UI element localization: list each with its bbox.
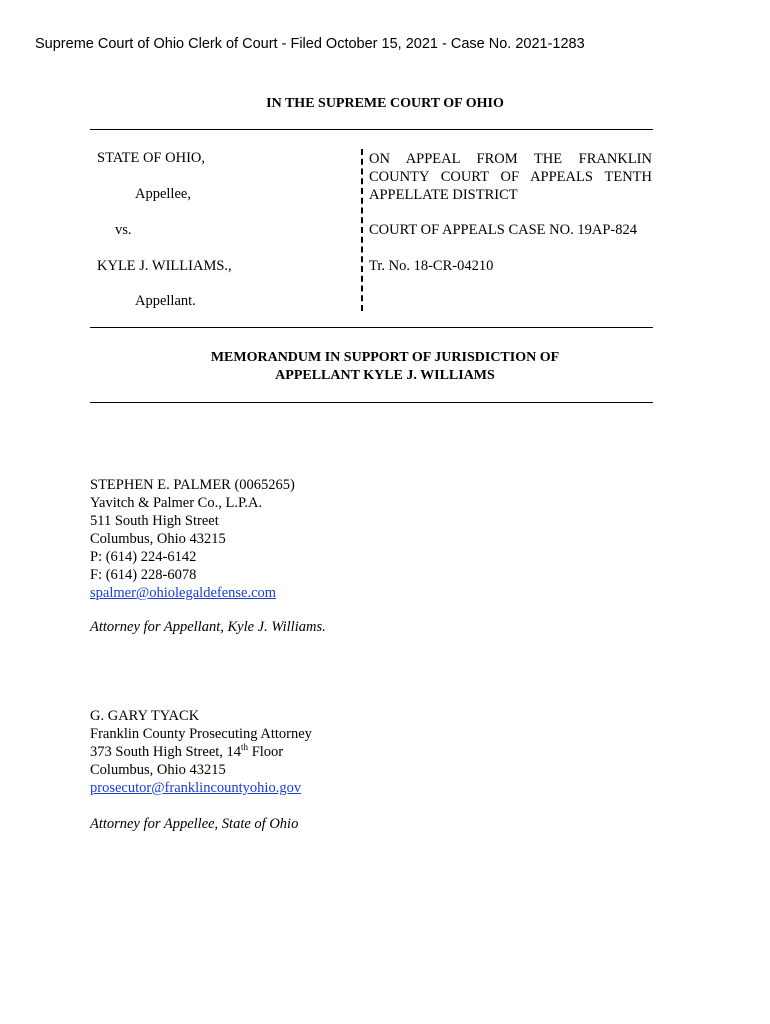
memorandum-title-line2: APPELLANT KYLE J. WILLIAMS — [275, 368, 495, 383]
defendant-role: Appellant. — [135, 293, 196, 309]
appellee-street-main: 373 South High Street, 14 — [90, 744, 242, 760]
appellee-counsel-role: Attorney for Appellee, State of Ohio — [90, 816, 299, 832]
appellant-counsel-phone: P: (614) 224-6142 — [90, 549, 197, 565]
plaintiff-role: Appellee, — [135, 186, 191, 202]
appellant-counsel-street: 511 South High Street — [90, 513, 219, 529]
appellant-counsel-role: Attorney for Appellant, Kyle J. Williams. — [90, 619, 326, 635]
appellant-counsel-fax: F: (614) 228-6078 — [90, 567, 197, 583]
appellant-counsel-email-link[interactable]: spalmer@ohiolegaldefense.com — [90, 585, 277, 601]
defendant-name: KYLE J. WILLIAMS., — [97, 258, 232, 274]
appeals-case-number: COURT OF APPEALS CASE NO. 19AP-824 — [369, 222, 637, 238]
appellant-counsel-name: STEPHEN E. PALMER (0065265) — [90, 477, 295, 493]
appellee-counsel-email-link[interactable]: prosecutor@franklincountyohio.gov — [90, 780, 302, 796]
trial-case-number: Tr. No. 18-CR-04210 — [369, 258, 494, 274]
middle-caption-rule — [90, 327, 653, 328]
caption-divider — [361, 149, 363, 311]
versus-label: vs. — [115, 222, 132, 238]
appellee-counsel-block — [90, 707, 312, 797]
appellant-counsel-city: Columbus, Ohio 43215 — [90, 531, 226, 547]
appeal-from-text: ON APPEAL FROM THE FRANKLIN COUNTY COURT OF APPEALS TENTH APPELLATE DISTRICT — [369, 151, 652, 203]
appellee-street-ordinal: th — [241, 742, 249, 753]
appellee-street-end: Floor — [248, 744, 284, 760]
bottom-caption-rule — [90, 402, 653, 403]
court-title: IN THE SUPREME COURT OF OHIO — [266, 96, 504, 111]
top-caption-rule — [90, 129, 653, 130]
memorandum-title-line1: MEMORANDUM IN SUPPORT OF JURISDICTION OF — [210, 350, 560, 365]
appellant-counsel-firm: Yavitch & Palmer Co., L.P.A. — [90, 495, 263, 511]
appellee-counsel-city: Columbus, Ohio 43215 — [90, 762, 226, 778]
plaintiff-name: STATE OF OHIO, — [97, 150, 205, 166]
appellant-counsel-block — [90, 476, 295, 602]
appellee-counsel-title: Franklin County Prosecuting Attorney — [90, 726, 312, 742]
appellee-counsel-street — [90, 743, 312, 761]
filing-stamp-header: Supreme Court of Ohio Clerk of Court - Filed October 15, 2021 - Case No. 2021-1283 — [35, 36, 585, 52]
memorandum-title — [0, 349, 770, 385]
appellee-counsel-name: G. GARY TYACK — [90, 708, 200, 724]
